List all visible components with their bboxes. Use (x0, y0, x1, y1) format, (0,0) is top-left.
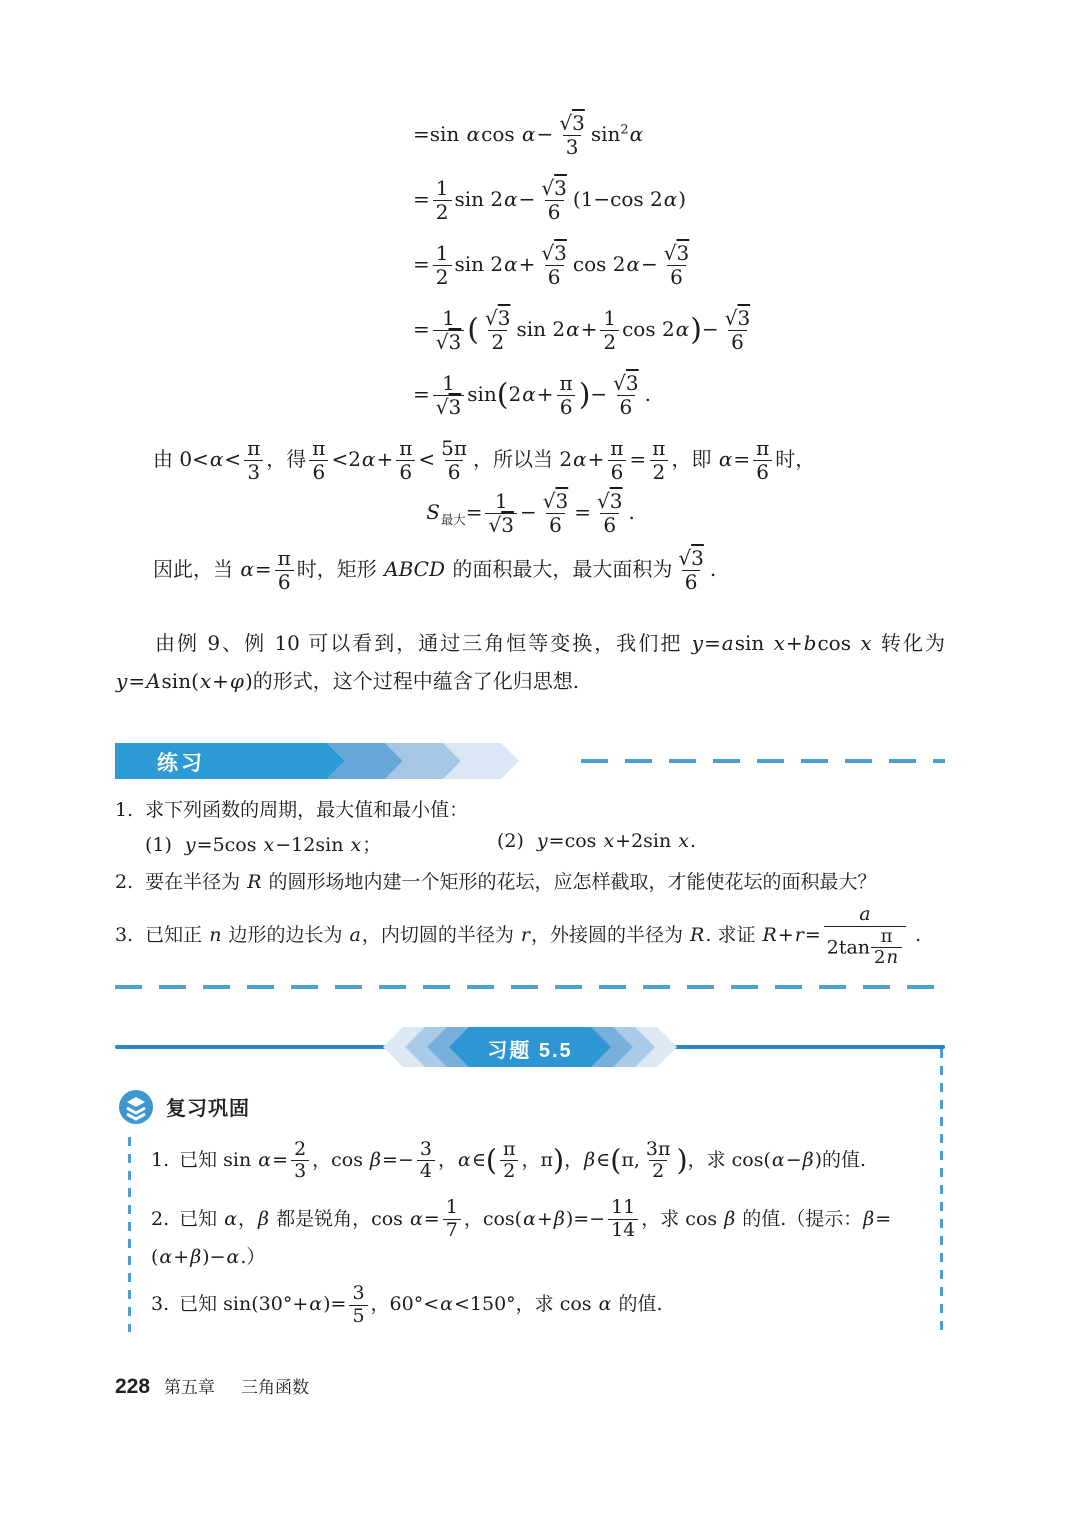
review-item-1 (115, 1139, 945, 1184)
summary-paragraph: 由例 9、例 10 可以看到，通过三角恒等变换，我们把 y=asin x+bcos x 转化为 y=Asin(x+φ)的形式，这个过程中蕴含了化归思想. (116, 631, 945, 694)
practice-item-number: 3. (115, 924, 134, 947)
chapter-label: 第五章 (164, 1378, 216, 1398)
review-item-text: 已知 sin α= $\frac{2}{3}$ ，cos β=− $\frac{3}{4}$ ，α∈( $\frac{\pi}{2}$ ，π)，β∈(π, $\frac{3\pi}{2}$ )，求 cos(α−β)的值. (179, 1137, 867, 1183)
review-item-number: 1. (151, 1148, 170, 1171)
practice-item-1 (115, 795, 945, 822)
review-item-number: 2. (151, 1207, 170, 1230)
review-list (115, 1139, 945, 1328)
practice-banner-dashed-line (581, 759, 945, 763)
derivation-block (115, 0, 945, 419)
review-item-number: 3. (151, 1293, 170, 1316)
equation-line-2: = $\frac{1}{2}$ sin 2α− $\frac{√3}{6}$ (1−cos 2α) (413, 176, 687, 224)
exercise-section (115, 1025, 945, 1332)
practice-item-text: 求下列函数的周期，最大值和最小值： (145, 798, 469, 821)
range-statement: 由 0<α< $\frac{\pi}{3}$ ，得 $\frac{\pi}{6}$ <2α+ $\frac{\pi}{6}$ < $\frac{5\pi}{6}$ ，所以当 2α+ $\frac{\pi}{6}$ = $\frac{\pi}{2}$ ，即 α= $\frac{\pi}{6}$ 时， (153, 436, 816, 484)
equation-line-4: = $\frac{1}{√3}$ ( $\frac{√3}{2}$ sin 2α+ $\frac{1}{2}$ cos 2α)− $\frac{√3}{6}$ (413, 306, 751, 354)
section-dashed-divider (115, 985, 945, 989)
practice-subitem-number: (2) (497, 829, 524, 852)
equation-line-5: = $\frac{1}{√3}$ sin(2α+ $\frac{\pi}{6}$ )− $\frac{√3}{6}$ . (413, 371, 652, 419)
equation-line-1: =sin αcos α− $\frac{√3}{3}$ $\sin^2\alpha$ (413, 111, 644, 159)
practice-item-2 (115, 867, 945, 894)
review-section-label: 复习巩固 (166, 1098, 250, 1121)
review-item-text: 已知 α，β 都是锐角，cos α= $\frac{1}{7}$ ，cos(α+β)=− $\frac{11}{14}$ ，求 cos β 的值.（提示：β=(α+β)−α.） (151, 1196, 892, 1268)
page-number: 228 (115, 1375, 151, 1398)
exercise-banner-label: 习题 5.5 (487, 1039, 573, 1062)
practice-item-number: 2. (115, 870, 134, 893)
practice-item-text: 要在半径为 R 的圆形场地内建一个矩形的花坛，应怎样截取，才能使花坛的面积最大？ (145, 870, 877, 893)
review-header (115, 1089, 945, 1125)
page-footer (115, 1373, 309, 1399)
conclusion-statement: 因此，当 α= $\frac{\pi}{6}$ 时，矩形 ABCD 的面积最大，最大面积为 $\frac{√3}{6}$ . (153, 546, 717, 594)
practice-subitem-1 (145, 830, 497, 857)
practice-banner-label: 练习 (157, 751, 205, 775)
review-item-2 (115, 1197, 945, 1269)
review-item-text: 已知 sin(30°+α)= $\frac{3}{5}$ ，60°<α<150°，求 cos α 的值. (179, 1282, 663, 1327)
review-item-3 (115, 1283, 945, 1328)
exercise-left-dashed-border (128, 1137, 131, 1332)
equation-line-3: = $\frac{1}{2}$ sin 2α+ $\frac{√3}{6}$ cos 2α− $\frac{√3}{6}$ (413, 241, 690, 289)
page-content (115, 0, 945, 1332)
practice-subitem-text: y=cos x+2sin x. (536, 829, 697, 852)
chapter-title: 三角函数 (241, 1378, 310, 1398)
practice-banner (115, 743, 945, 779)
exercise-banner (115, 1025, 945, 1069)
practice-item-number: 1. (115, 798, 134, 821)
practice-list (115, 795, 945, 969)
smax-equation: $S_{最大}=$ $\frac{1}{√3}$ − $\frac{√3}{6}$ = $\frac{√3}{6}$ . (426, 489, 635, 537)
practice-item-text: 已知正 n 边形的边长为 a，内切圆的半径为 r，外接圆的半径为 R. 求证 R+r= a 2tan $\frac{\pi}{2n}$ . (145, 902, 922, 969)
layers-icon (118, 1089, 154, 1125)
practice-subitem-2 (497, 830, 849, 857)
practice-item-3 (115, 904, 945, 969)
practice-item-1-subitems (115, 830, 945, 857)
exercise-right-dashed-border (940, 1049, 943, 1332)
practice-subitem-text: y=5cos x−12sin x； (184, 833, 382, 856)
practice-subitem-number: (1) (145, 833, 172, 856)
